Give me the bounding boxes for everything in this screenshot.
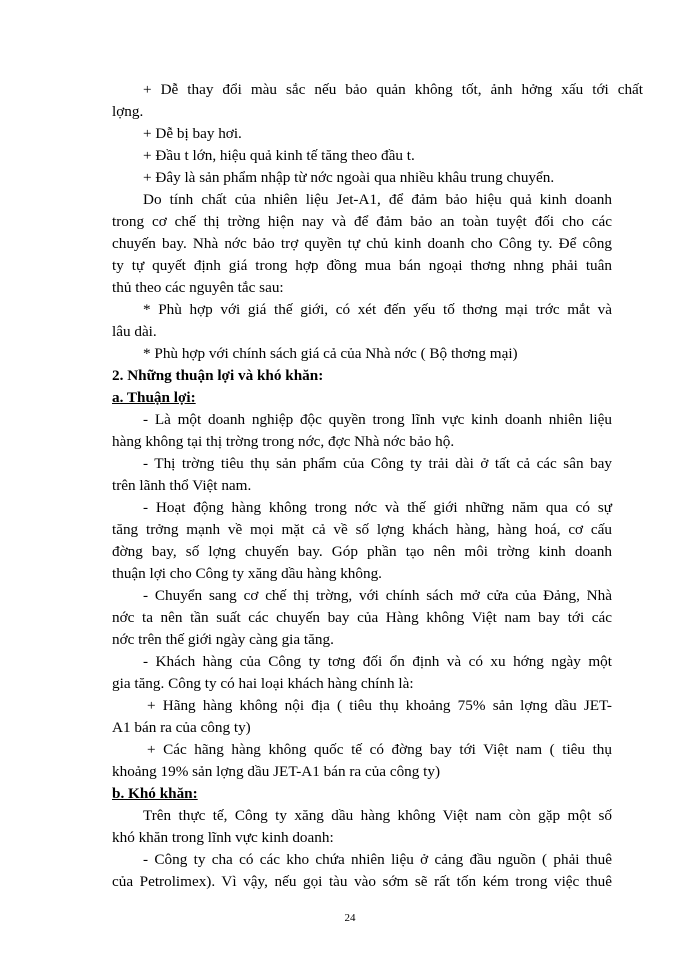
text-line: * Phù hợp với giá thế giới, có xét đến yếu tố thơng mại trớc mắt và [143,301,612,318]
text-line: + Dễ thay đổi màu sắc nếu bảo quản không tốt, ảnh hởng xấu tới chất [143,81,643,98]
text-line: gia tăng. Công ty có hai loại khách hàng chính là: [112,675,414,692]
text-line: A1 bán ra của công ty) [112,719,251,736]
text-line: + Hãng hàng không nội địa ( tiêu thụ khoảng 75% sản lợng dầu JET- [147,697,612,714]
text-line: + Các hãng hàng không quốc tế có đờng bay tới Việt nam ( tiêu thụ [147,741,612,758]
subsection-heading: b. Khó khăn: [112,785,198,802]
text-line: + Dễ bị bay hơi. [143,125,242,142]
text-line: thuận lợi cho Công ty xăng dầu hàng không. [112,565,382,582]
text-line: - Chuyển sang cơ chế thị trờng, với chính sách mở cửa của Đảng, Nhà [143,587,612,604]
text-line: - Khách hàng của Công ty tơng đối ổn định và có xu hớng ngày một [143,653,612,670]
text-line: lợng. [112,103,144,120]
text-line: lâu dài. [112,323,157,340]
text-line: * Phù hợp với chính sách giá cả của Nhà nớc ( Bộ thơng mại) [143,345,518,362]
text-line: thủ theo các nguyên tắc sau: [112,279,284,296]
text-line: ty tự quyết định giá trong hợp đồng mua bán ngoại thơng nhng phải tuân [112,257,612,274]
text-line: - Hoạt động hàng không trong nớc và thế giới những năm qua có sự [143,499,612,516]
text-line: đờng bay, số lợng chuyến bay. Góp phần tạo nên môi trờng kinh doanh [112,543,612,560]
text-line: nớc ta nên tần suất các chuyến bay của Hàng không Việt nam bay tới các [112,609,612,626]
subsection-heading: a. Thuận lợi: [112,389,196,406]
text-line: chuyến bay. Nhà nớc bảo trợ quyền tự chủ kinh doanh cho Công ty. Để công [112,235,612,252]
text-line: hàng không tại thị trờng trong nớc, đợc Nhà nớc bảo hộ. [112,433,455,450]
text-line: + Đây là sản phẩm nhập từ nớc ngoài qua nhiều khâu trung chuyển. [143,169,555,186]
text-line: trong cơ chế thị trờng hiện nay và để đảm bảo an toàn tuyệt đối cho các [112,213,612,230]
text-line: nớc trên thế giới ngày càng gia tăng. [112,631,334,648]
text-line: - Là một doanh nghiệp độc quyền trong lĩnh vực kinh doanh nhiên liệu [143,411,612,428]
section-heading: 2. Những thuận lợi và khó khăn: [112,367,324,384]
text-line: trên lãnh thổ Việt nam. [112,477,252,494]
text-line: khó khăn trong lĩnh vực kinh doanh: [112,829,334,846]
text-line: tăng trởng mạnh về mọi mặt cả về số lợng khách hàng, hàng hoá, cơ cấu [112,521,612,538]
page-number: 24 [344,912,356,924]
text-line: - Thị trờng tiêu thụ sản phẩm của Công ty trải dài ở tất cả các sân bay [143,455,612,472]
text-line: + Đầu t lớn, hiệu quả kinh tế tăng theo đầu t. [143,147,415,164]
text-line: Trên thực tế, Công ty xăng dầu hàng không Việt nam còn gặp một số [143,807,612,824]
text-line: khoảng 19% sản lợng dầu JET-A1 bán ra của công ty) [112,763,441,780]
text-line: Do tính chất của nhiên liệu Jet-A1, để đảm bảo hiệu quả kinh doanh [143,191,612,208]
text-line: của Petrolimex). Vì vậy, nếu gọi tàu vào sớm sẽ rất tốn kém trong việc thuê [112,873,612,890]
text-line: - Công ty cha có các kho chứa nhiên liệu ở cảng đầu nguồn ( phải thuê [143,851,612,868]
